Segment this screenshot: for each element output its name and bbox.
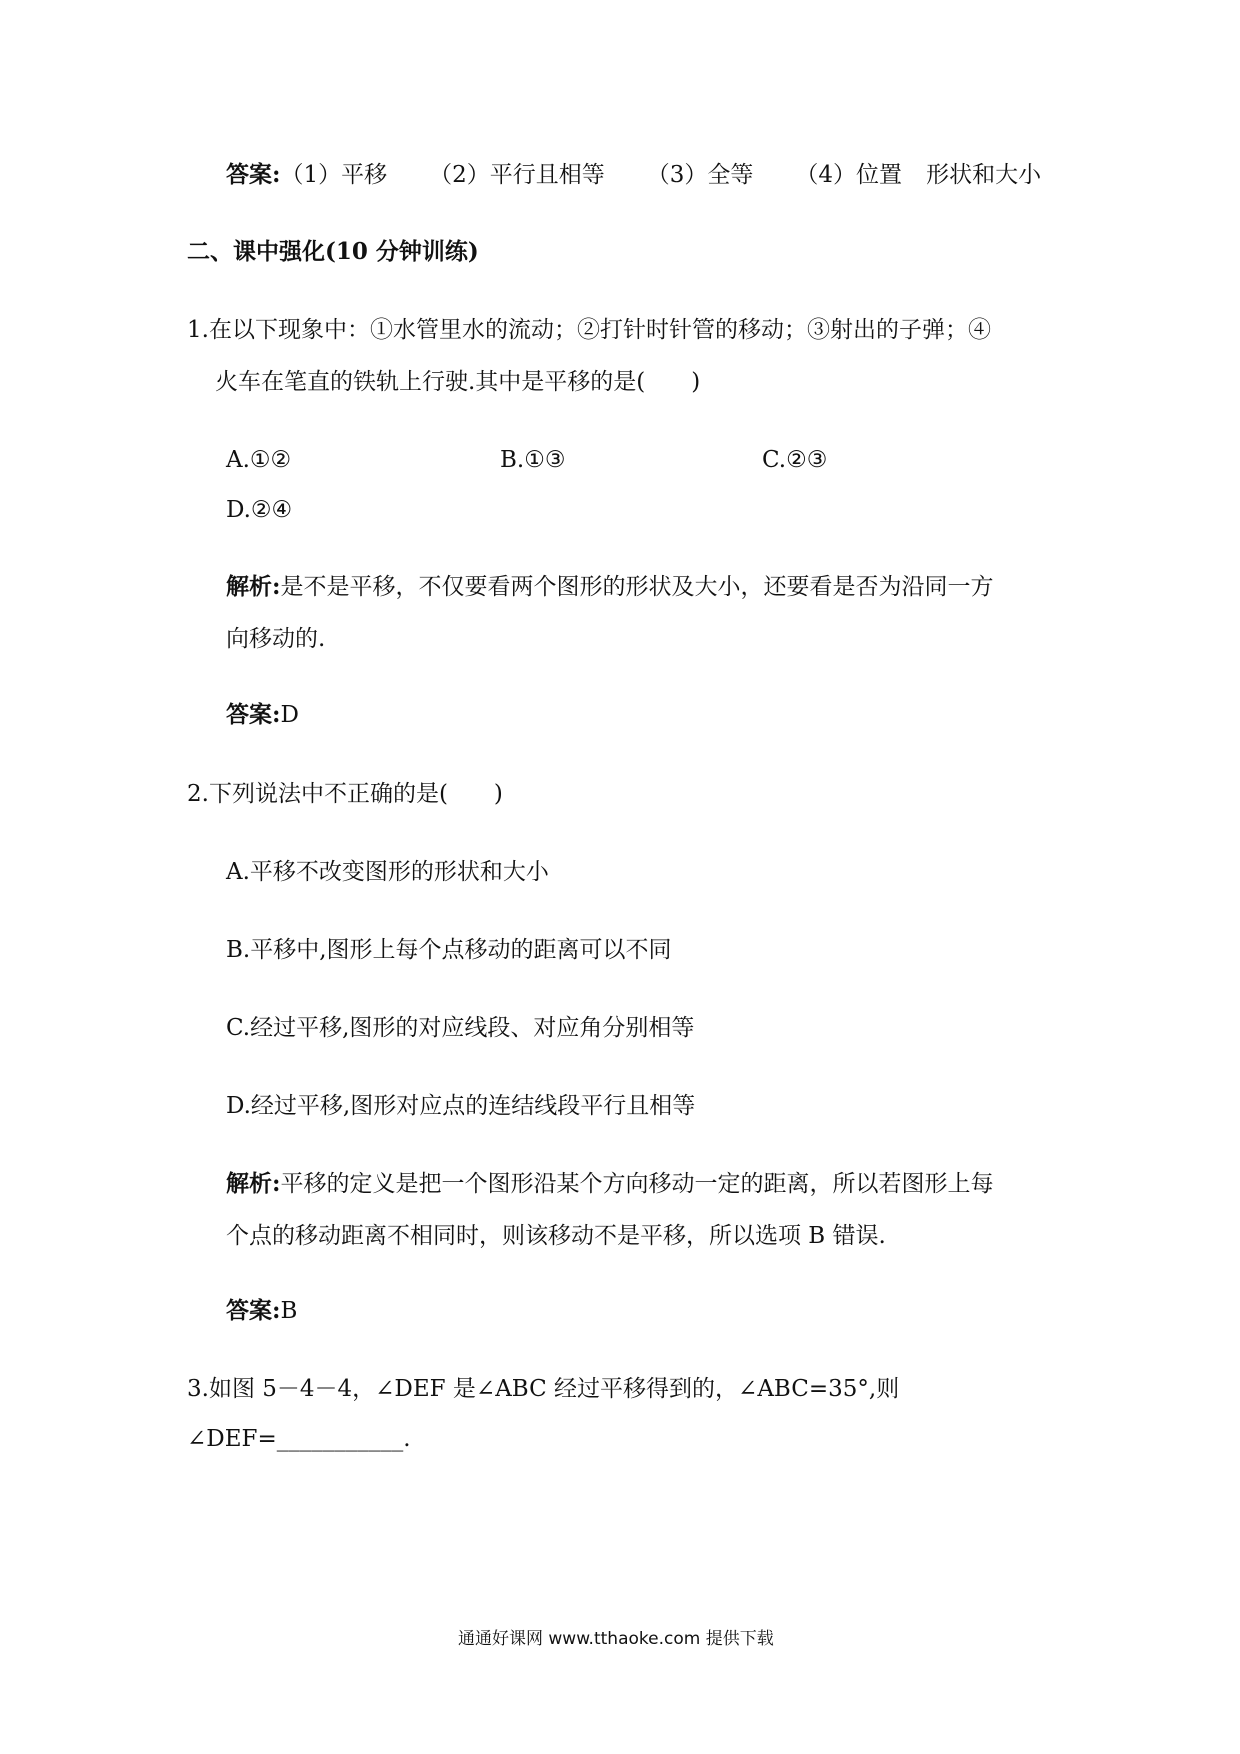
q1-answer [226, 698, 299, 733]
analysis-label: 解析: [226, 1170, 281, 1197]
answer-value: D [280, 702, 299, 728]
analysis-text: 是不是平移，不仅要看两个图形的形状及大小，还要看是否为沿同一方 [280, 574, 994, 600]
analysis-text: 平移的定义是把一个图形沿某个方向移动一定的距离，所以若图形上每 [280, 1171, 994, 1197]
q1-option-c: C.②③ [762, 447, 828, 473]
q1-option-a: A.①② [226, 447, 292, 473]
q2-analysis-line1 [226, 1167, 994, 1202]
q3-stem-line1: 3.如图 5－4－4，∠DEF 是∠ABC 经过平移得到的，∠ABC=35°,则 [187, 1376, 900, 1402]
analysis-label: 解析: [226, 573, 281, 600]
answer-item-2: （2）平行且相等 [429, 162, 605, 188]
answer-value: B [280, 1298, 298, 1324]
q1-analysis-line2: 向移动的. [226, 626, 326, 652]
section-heading: 二、课中强化(10 分钟训练) [187, 238, 479, 265]
q1-analysis-line1 [226, 570, 994, 605]
q2-stem: 2.下列说法中不正确的是( ) [187, 781, 503, 807]
q2-option-b: B.平移中,图形上每个点移动的距离可以不同 [226, 937, 672, 963]
q3-stem-line2: ∠DEF=___________. [187, 1426, 411, 1452]
q2-option-c: C.经过平移,图形的对应线段、对应角分别相等 [226, 1015, 695, 1041]
page-footer: 通通好课网 www.tthaoke.com 提供下载 [458, 1629, 774, 1649]
answer-item-4: （4）位置 [795, 162, 903, 188]
q1-stem-line2: 火车在笔直的铁轨上行驶.其中是平移的是( ) [215, 369, 701, 395]
answer-label: 答案: [226, 161, 281, 188]
q1-option-b: B.①③ [500, 447, 566, 473]
answer-item-3: （3）全等 [646, 162, 754, 188]
answer-item-1: （1）平移 [280, 162, 388, 188]
answer-label: 答案: [226, 1297, 281, 1324]
q2-analysis-line2: 个点的移动距离不相同时，则该移动不是平移，所以选项 B 错误. [226, 1223, 886, 1249]
q2-option-a: A.平移不改变图形的形状和大小 [226, 859, 549, 885]
q2-answer [226, 1294, 297, 1329]
q1-option-d: D.②④ [226, 497, 293, 523]
answer-label: 答案: [226, 701, 281, 728]
q2-option-d: D.经过平移,图形对应点的连结线段平行且相等 [226, 1093, 696, 1119]
q1-stem-line1: 1.在以下现象中：①水管里水的流动；②打针时针管的移动；③射出的子弹；④ [187, 317, 991, 343]
top-answer [226, 158, 1041, 193]
answer-item-5: 形状和大小 [926, 162, 1042, 188]
